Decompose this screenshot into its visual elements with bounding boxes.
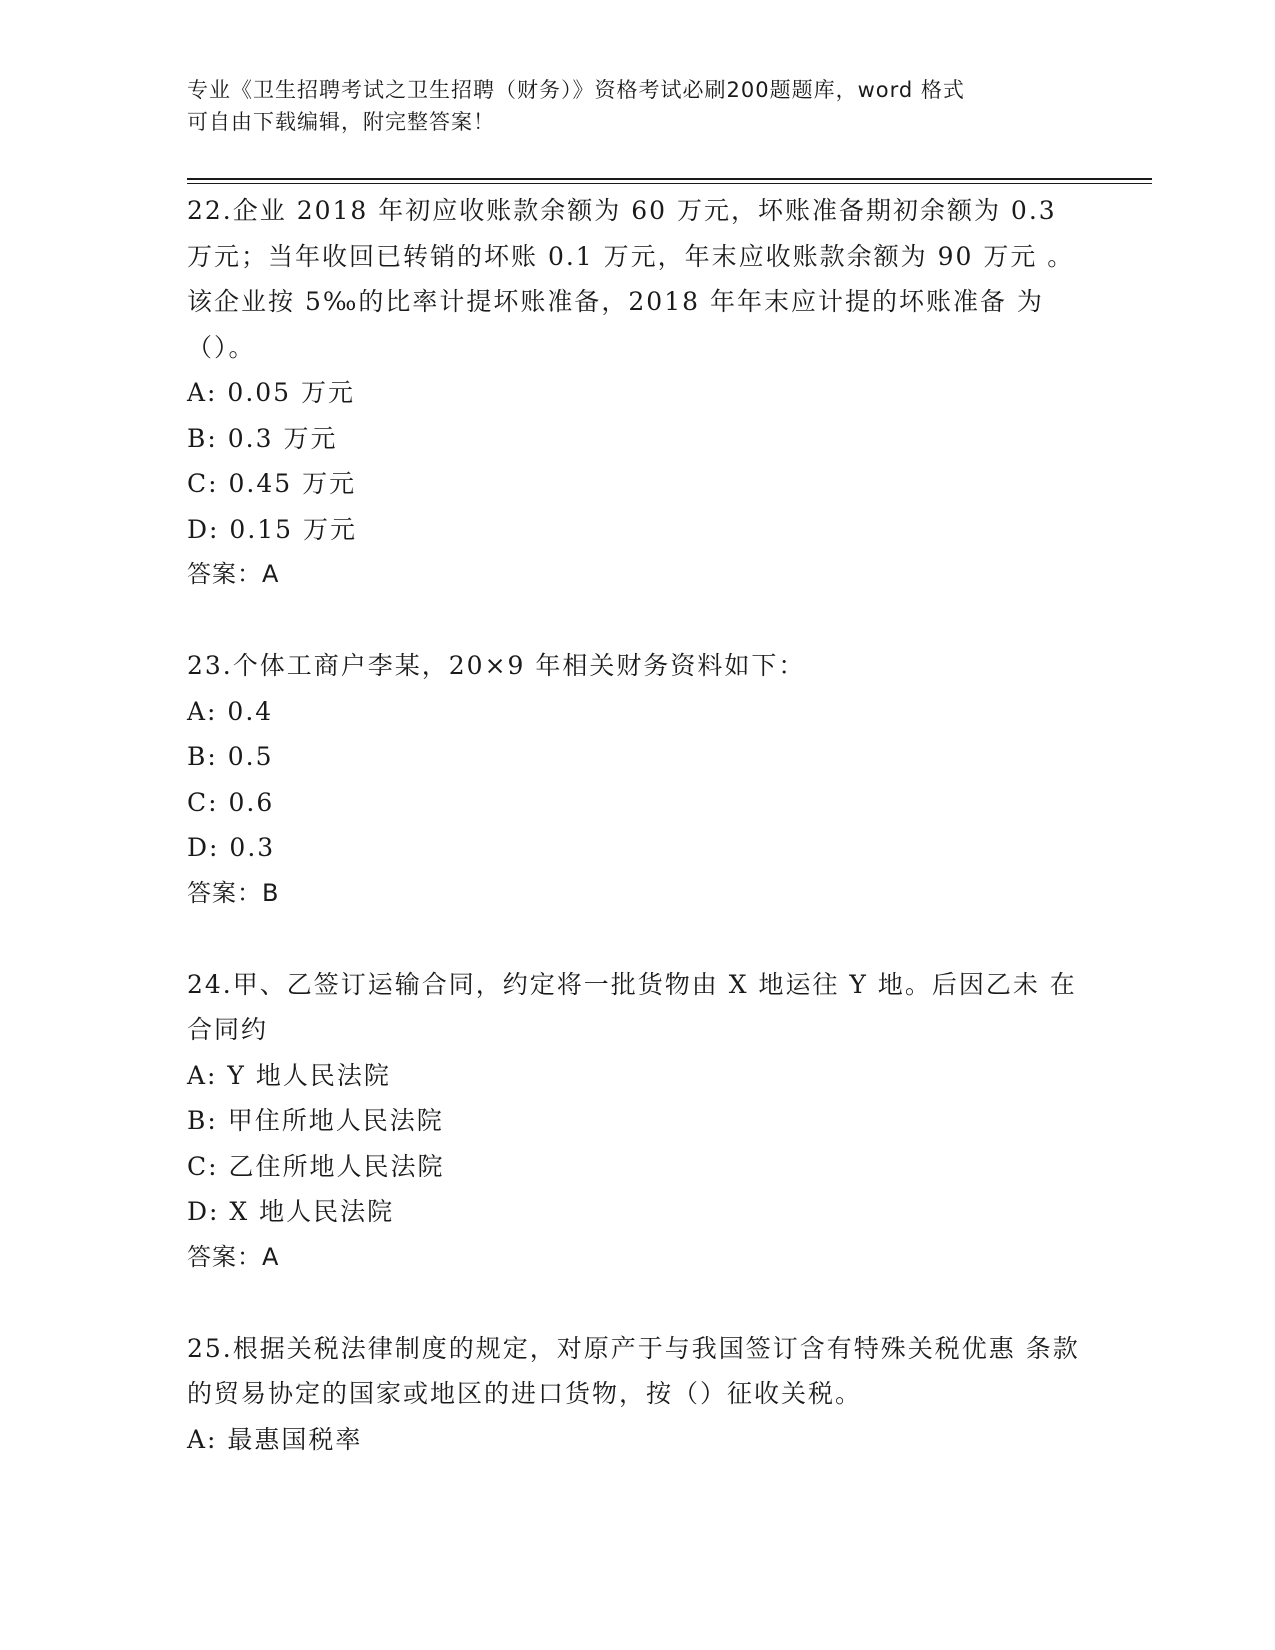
option-a: A: Y 地人民法院 — [187, 1060, 391, 1090]
option-b: B: 甲住所地人民法院 — [187, 1106, 444, 1135]
option-d: D: 0.3 — [187, 833, 276, 862]
question-23 — [187, 643, 1087, 916]
option-c: C: 0.6 — [187, 787, 275, 817]
option-a: A: 0.05 万元 — [187, 378, 356, 407]
option-c: C: 0.45 万元 — [187, 469, 357, 498]
option-d: D: X 地人民法院 — [187, 1197, 395, 1226]
question-stem: 24.甲、乙签订运输合同，约定将一批货物由 X 地运往 Y 地。后因乙未 在合同约 — [187, 969, 1077, 1044]
header-divider-thin — [187, 183, 1152, 184]
question-24 — [187, 962, 1087, 1281]
header-line-2: 可自由下载编辑，附完整答案！ — [187, 110, 495, 134]
option-a: A: 最惠国税率 — [187, 1424, 363, 1454]
question-22 — [187, 188, 1087, 598]
question-25 — [187, 1326, 1087, 1463]
answer: 答案：B — [187, 878, 280, 907]
option-d: D: 0.15 万元 — [187, 514, 358, 544]
answer: 答案：A — [187, 560, 280, 588]
header-divider-thick — [187, 178, 1152, 180]
header-line-1: 专业《卫生招聘考试之卫生招聘（财务）》资格考试必刷200题题库，word 格式 — [187, 78, 965, 102]
answer: 答案：A — [187, 1242, 280, 1271]
question-stem: 23.个体工商户李某，20×9 年相关财务资料如下： — [187, 651, 806, 680]
question-stem: 22.企业 2018 年初应收账款余额为 60 万元，坏账准备期初余额为 0.3 万元；当年收回已转销的坏账 0.1 万元，年末应收账款余额为 90 万元 。该企业按 5‰的比率计提坏账准备，2018 年年末应计提的坏账准备 为（）。 — [187, 196, 1075, 362]
question-list — [187, 188, 1087, 1508]
option-c: C: 乙住所地人民法院 — [187, 1151, 445, 1181]
document-header — [187, 74, 1067, 138]
option-b: B: 0.5 — [187, 742, 274, 771]
option-a: A: 0.4 — [187, 696, 274, 726]
option-b: B: 0.3 万元 — [187, 423, 338, 453]
question-stem: 25.根据关税法律制度的规定，对原产于与我国签订含有特殊关税优惠 条款的贸易协定的国家或地区的进口货物，按（）征收关税。 — [187, 1333, 1080, 1408]
